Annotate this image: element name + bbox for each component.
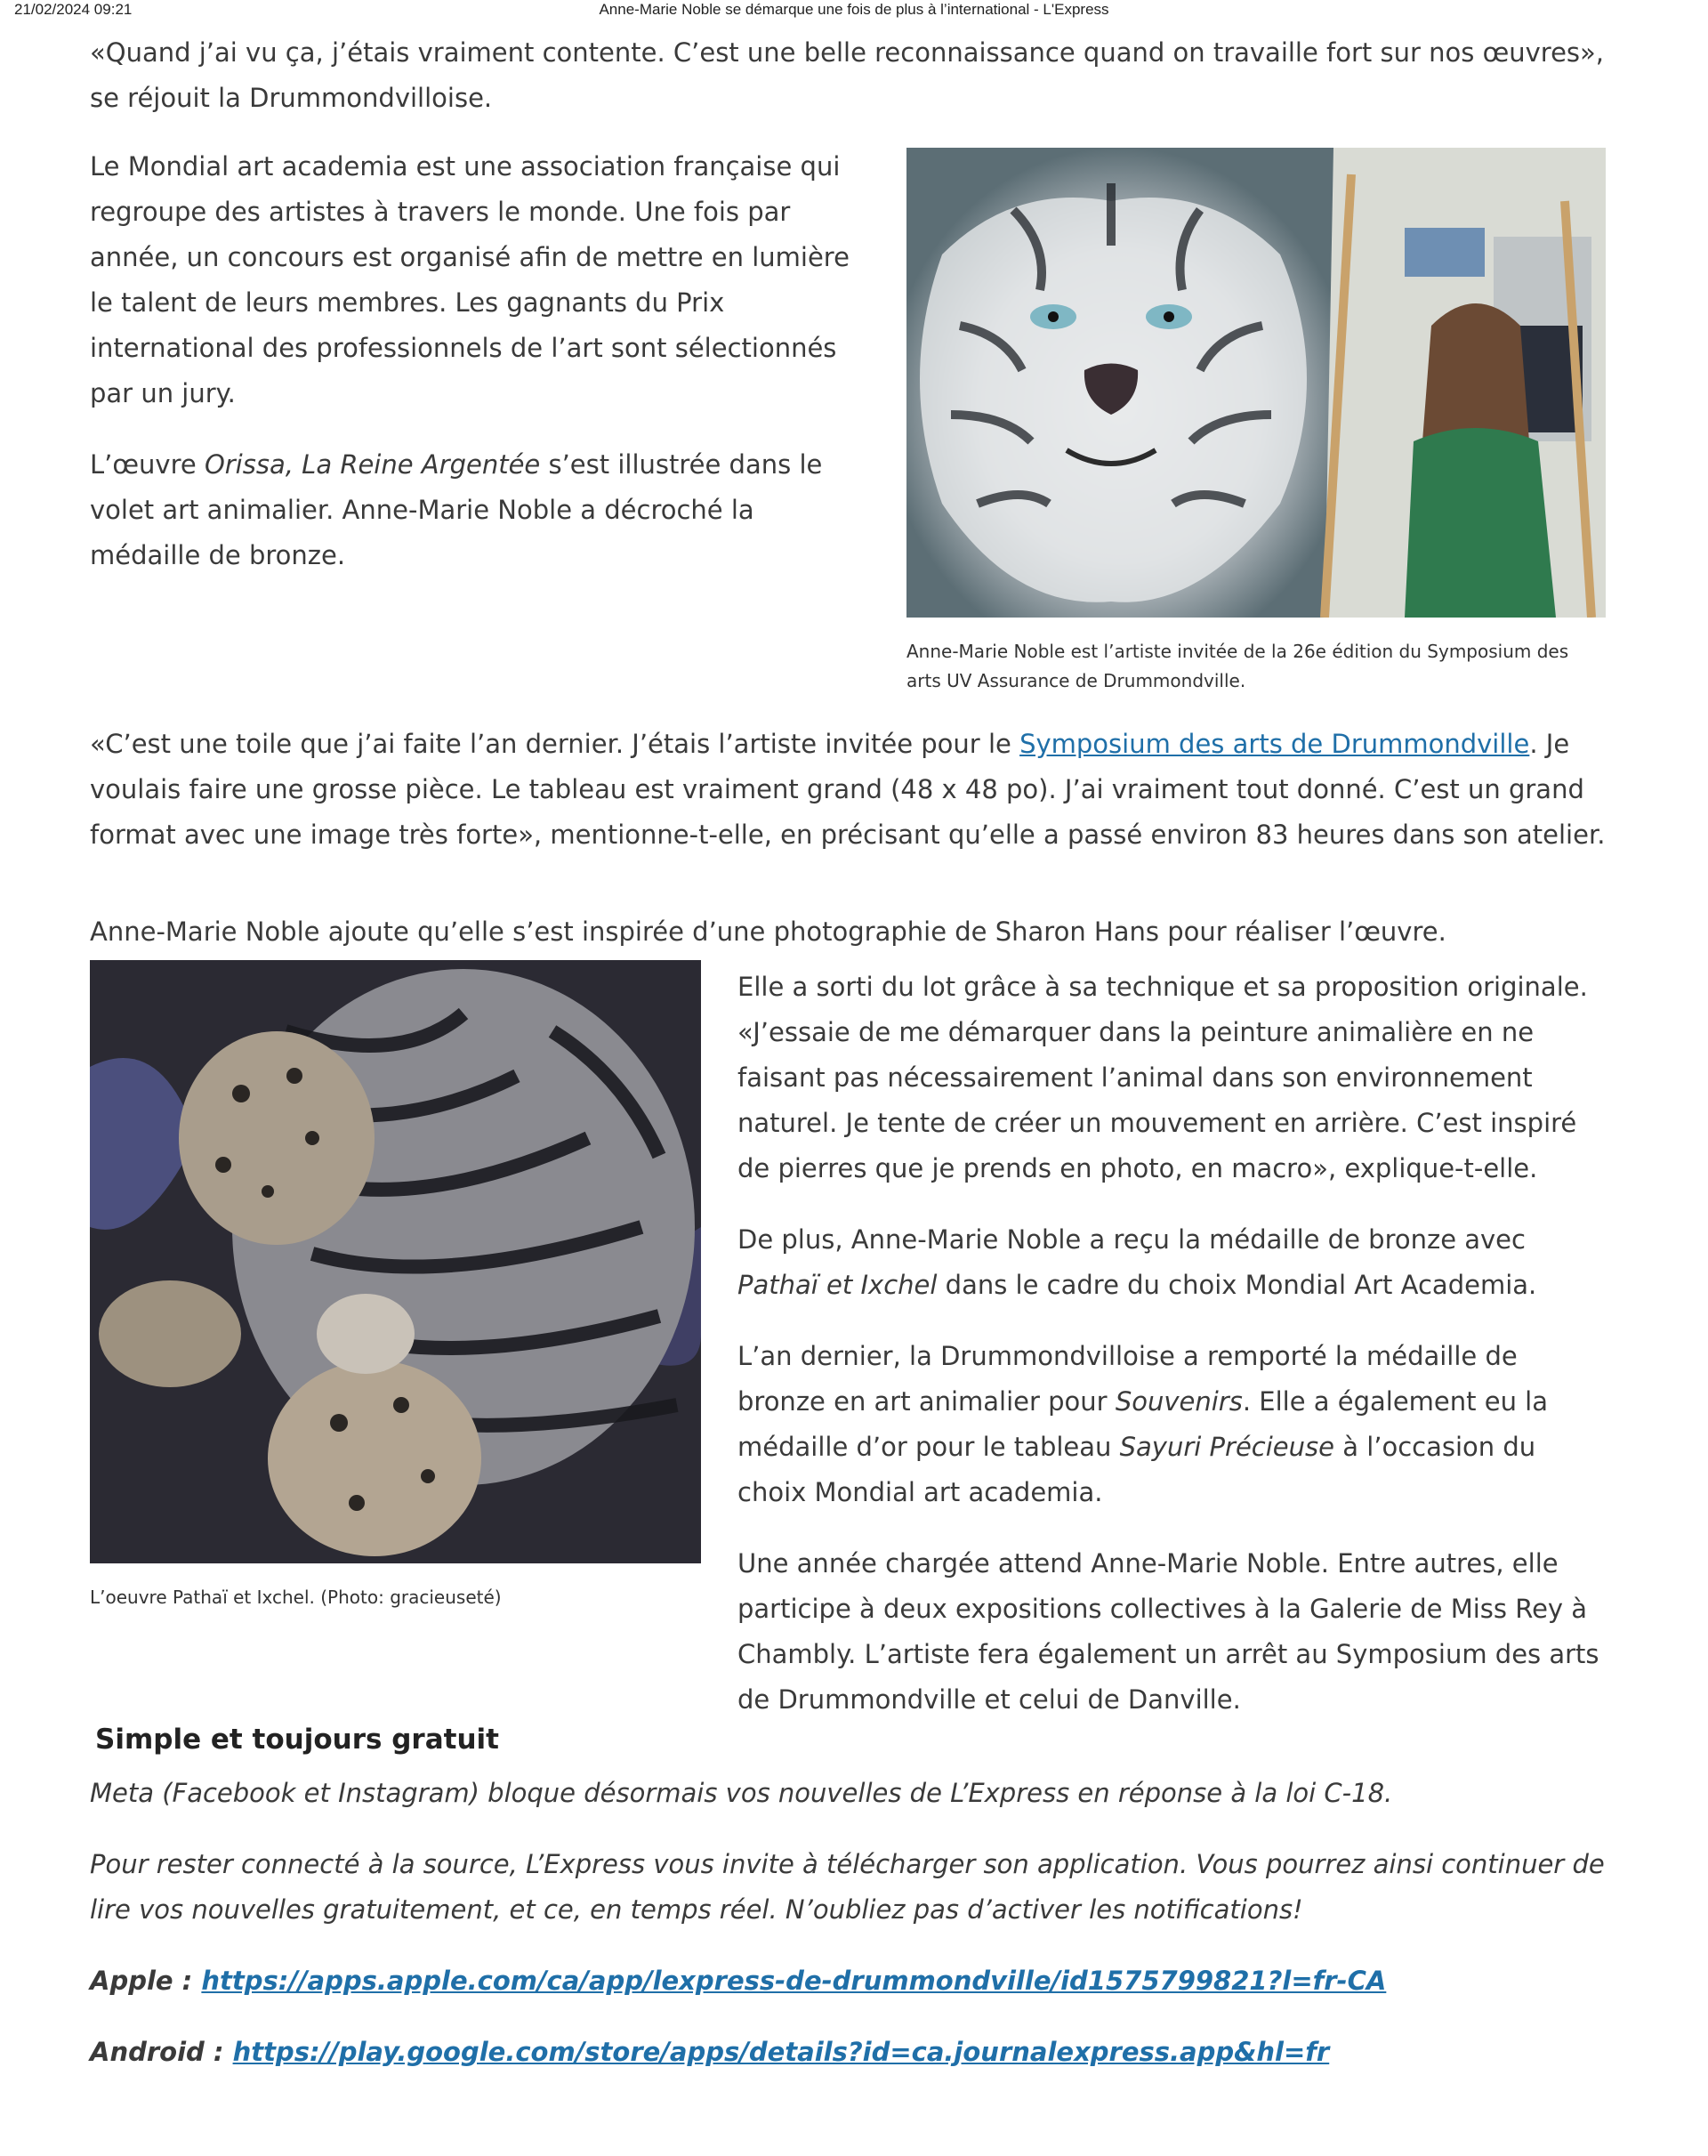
right-column-bottom [737, 965, 1606, 1748]
paragraph-toile [90, 722, 1606, 858]
paragraph-inspiree: Anne-Marie Noble ajoute qu’elle s’est inspirée d’une photographie de Sharon Hans pour réaliser l’œuvre. [90, 917, 1446, 947]
figure-cats [90, 960, 701, 1612]
paragraph-sorti: Elle a sorti du lot grâce à sa technique et sa proposition originale. «J’essaie de me démarquer dans la peinture animalière en ne faisant pas nécessairement l’animal dans son environnement naturel. Je tente de créer un mouvement en arrière. C’est inspiré de pierres que je prends en photo, en macro», explique-t-elle. [737, 972, 1588, 1183]
paragraph-annee: Une année chargée attend Anne-Marie Noble. Entre autres, elle participe à deux expositions collectives à la Galerie de Miss Rey à Chambly. L’artiste fera également un arrêt au Symposium des arts de Drummondville et celui de Danville. [737, 1548, 1599, 1715]
promo-rester: Pour rester connecté à la source, L’Express vous invite à télécharger son application. Vous pourrez ainsi continuer de lire vos nouvelles gratuitement, et ce, en temps réel. N’oubliez pas d’activer les notifications! [90, 1849, 1605, 1925]
figure-caption: Anne-Marie Noble est l’artiste invitée de la 26e édition du Symposium des arts UV Assurance de Drummondville. [906, 641, 1569, 691]
apple-store-link[interactable]: https://apps.apple.com/ca/app/lexpress-de-drummondville/id1575799821?l=fr-CA [201, 1966, 1387, 1996]
promo-block [90, 1771, 1606, 2101]
print-header [0, 0, 1708, 20]
promo-apple [90, 1958, 1606, 2004]
text-segment: L’an dernier, la Drummondvilloise a remporté la médaille de bronze en art animalier pour [737, 1341, 1518, 1417]
text-segment: L’œuvre [90, 449, 205, 480]
promo-meta: Meta (Facebook et Instagram) bloque désormais vos nouvelles de L’Express en réponse à la loi C-18. [90, 1778, 1393, 1808]
paragraph-andernier [737, 1334, 1606, 1515]
google-play-link[interactable]: https://play.google.com/store/apps/details?id=ca.journalexpress.app&hl=fr [232, 2037, 1330, 2067]
figure-tiger [906, 148, 1606, 696]
artwork-title: Pathaï et Ixchel [737, 1270, 938, 1300]
text-segment: dans le cadre du choix Mondial Art Academia. [937, 1270, 1537, 1300]
apple-label: Apple : [90, 1966, 202, 1996]
artwork-title: Souvenirs [1115, 1386, 1243, 1417]
figure-caption: L’oeuvre Pathaï et Ixchel. (Photo: gracieuseté) [90, 1587, 502, 1608]
paragraph-orissa [90, 442, 855, 578]
left-column-top [90, 144, 855, 604]
text-segment: à l’occasion du choix Mondial art academia. [737, 1432, 1536, 1507]
text-segment: s’est illustrée dans le volet art animalier. Anne-Marie Noble a décroché la médaille de bronze. [90, 449, 823, 570]
paragraph-mondial: Le Mondial art academia est une association française qui regroupe des artistes à travers le monde. Une fois par année, un concours est organisé afin de mettre en lumière le talent de leurs membres. Les gagnants du Prix international des professionnels de l’art sont sélectionnés par un jury. [90, 151, 850, 408]
promo-android [90, 2030, 1606, 2075]
paragraph-intro: «Quand j’ai vu ça, j’étais vraiment contente. C’est une belle reconnaissance quand on travaille fort sur nos œuvres», se réjouit la Drummondvilloise. [90, 37, 1604, 113]
cats-painting-photo [90, 960, 701, 1563]
symposium-link[interactable]: Symposium des arts de Drummondville [1019, 729, 1530, 759]
print-page-title: Anne-Marie Noble se démarque une fois de plus à l’international - L'Express [599, 1, 1109, 18]
print-date: 21/02/2024 09:21 [14, 1, 133, 18]
text-segment: . Je voulais faire une grosse pièce. Le tableau est vraiment grand (48 x 48 po). J’ai vraiment tout donné. C’est un grand format avec une image très forte», mentionne-t-elle, en précisant qu’elle a passé environ 83 heures dans son atelier. [90, 729, 1606, 850]
artwork-title: Orissa, La Reine Argentée [204, 449, 541, 480]
paragraph-deplus [737, 1217, 1606, 1308]
text-segment: «C’est une toile que j’ai faite l’an dernier. J’étais l’artiste invitée pour le [90, 729, 1020, 759]
text-segment: . Elle a également eu la médaille d’or pour le tableau [737, 1386, 1549, 1462]
android-label: Android : [90, 2037, 233, 2067]
tiger-painting-photo [906, 148, 1606, 618]
text-segment: De plus, Anne-Marie Noble a reçu la médaille de bronze avec [737, 1224, 1526, 1255]
promo-title: Simple et toujours gratuit [95, 1724, 499, 1756]
artwork-title: Sayuri Précieuse [1119, 1432, 1334, 1462]
